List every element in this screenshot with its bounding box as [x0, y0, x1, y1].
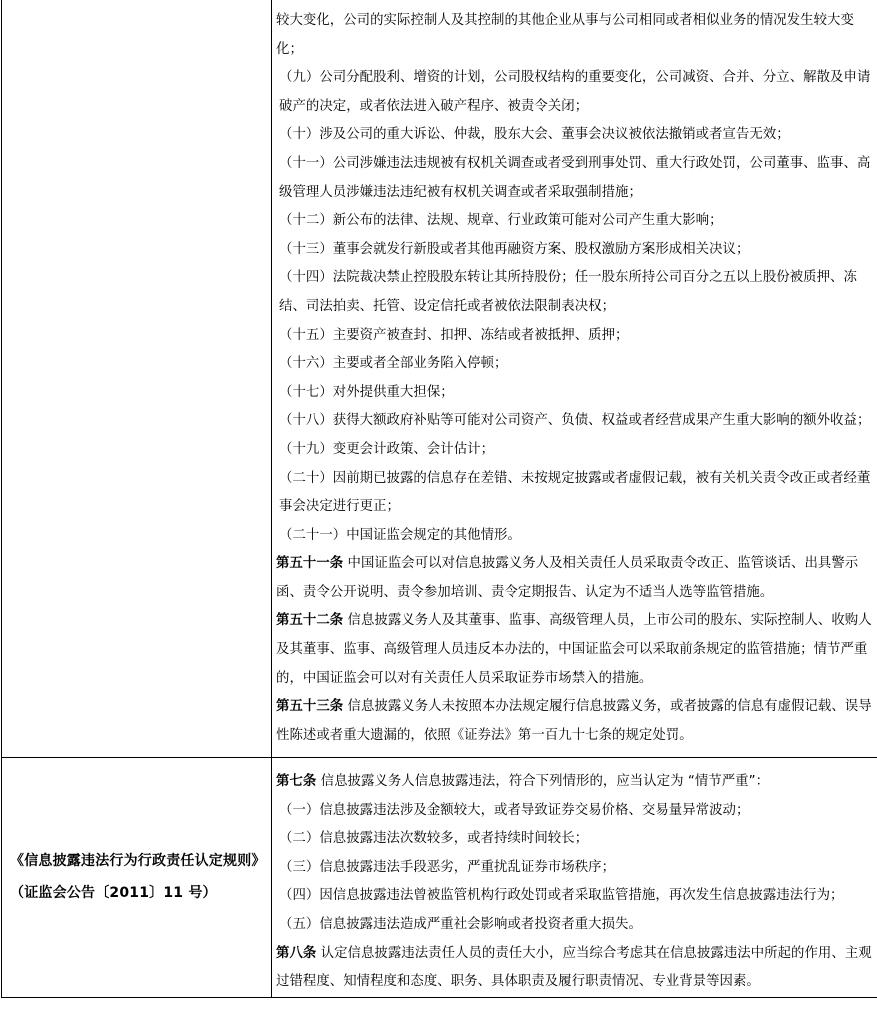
table-row: [2, 758, 877, 998]
provisions-cell: [272, 758, 877, 998]
clause-paragraph: [276, 379, 877, 408]
article-number: 第五十三条: [276, 699, 344, 715]
paragraph-text: （九）公司分配股利、增资的计划，公司股权结构的重要变化，公司减资、合并、分立、解散及申请破产的决定，或者依法进入破产程序、被责令关闭；: [279, 70, 871, 114]
paragraph-text: （四）因信息披露违法曾被监管机构行政处罚或者采取监管措施，再次发生信息披露违法行为；: [279, 888, 844, 904]
paragraph-text: （十九）变更会计政策、会计估计；: [279, 441, 495, 457]
paragraph-text: （二十）因前期已披露的信息存在差错、未按规定披露或者虚假记载，被有关机关责令改正或者经董事会决定进行更正；: [279, 470, 871, 515]
article-number: 第五十二条: [276, 613, 344, 629]
clause-paragraph: [276, 121, 877, 150]
clause-paragraph: [276, 436, 877, 465]
clause-paragraph: [276, 264, 877, 321]
paragraph-text: 信息披露义务人信息披露违法，符合下列情形的，应当认定为 “情节严重”：: [316, 774, 770, 789]
clause-paragraph: [276, 797, 877, 826]
paragraph-text: （十六）主要或者全部业务陷入停顿；: [279, 356, 508, 372]
law-name-cell: [2, 758, 272, 998]
clause-paragraph: [276, 350, 877, 379]
paragraph-text: （三）信息披露违法手段恶劣，严重扰乱证券市场秩序；: [279, 859, 616, 875]
clause-paragraph: [276, 322, 877, 351]
paragraph-text: 中国证监会可以对信息披露义务人及相关责任人员采取责令改正、监管谈话、出具警示函、责令公开说明、责令参加培训、责令定期报告、认定为不适当人选等监管措施。: [276, 556, 859, 600]
article-number: 第七条: [276, 774, 317, 789]
article-paragraph: [276, 550, 877, 607]
clause-paragraph: [276, 236, 877, 265]
clause-paragraph: [276, 882, 877, 911]
paragraph-text: （二）信息披露违法次数较多，或者持续时间较长；: [279, 831, 589, 847]
clause-paragraph: [276, 465, 877, 522]
paragraph-text: （十七）对外提供重大担保；: [279, 384, 454, 400]
paragraph-text: （二十一）中国证监会规定的其他情形。: [279, 527, 521, 543]
paragraph-text: （十二）新公布的法律、法规、规章、行业政策可能对公司产生重大影响；: [279, 213, 723, 229]
paragraph-text: （十四）法院裁决禁止控股股东转让其所持股份；任一股东所持公司百分之五以上股份被质押、冻结、司法拍卖、托管、设定信托或者被依法限制表决权；: [279, 270, 857, 314]
paragraph-text: （一）信息披露违法涉及金额较大，或者导致证券交易价格、交易量异常波动；: [279, 802, 750, 818]
regulations-table: [1, 0, 877, 998]
paragraph-text: 信息披露义务人未按照本办法规定履行信息披露义务，或者披露的信息有虚假记载、误导性陈述或者重大遗漏的，依照《证券法》第一百九十七条的规定处罚。: [276, 699, 872, 743]
article-paragraph: [276, 768, 877, 797]
paragraph-text: 认定信息披露违法责任人员的责任大小，应当综合考虑其在信息披露违法中所起的作用、主观过错程度、知情程度和态度、职务、具体职责及履行职责情况、专业背景等因素。: [276, 945, 872, 990]
paragraph-text: 较大变化，公司的实际控制人及其控制的其他企业从事与公司相同或者相似业务的情况发生较大变化；: [276, 13, 854, 57]
article-paragraph: [276, 940, 877, 997]
paragraph-text: （十三）董事会就发行新股或者其他再融资方案、股权激励方案形成相关决议；: [279, 241, 750, 257]
provisions-cell: [272, 0, 877, 758]
law-name: 《信息披露违法行为行政责任认定规则》（证监会公告〔2011〕11 号）: [10, 853, 259, 902]
clause-paragraph: [276, 854, 877, 883]
clause-paragraph: [276, 150, 877, 207]
article-paragraph: [276, 693, 877, 750]
paragraph-text: （十五）主要资产被查封、扣押、冻结或者被抵押、质押；: [279, 327, 629, 343]
clause-paragraph: [276, 522, 877, 551]
clause-paragraph: [276, 407, 877, 436]
clause-paragraph: [276, 911, 877, 940]
paragraph-text: （十一）公司涉嫌违法违规被有权机关调查或者受到刑事处罚、重大行政处罚，公司董事、监事、高级管理人员涉嫌违法违纪被有权机关调查或者采取强制措施；: [279, 155, 871, 200]
article-paragraph: [276, 607, 877, 693]
clause-paragraph: [276, 64, 877, 121]
paragraph-text: 信息披露义务人及其董事、监事、高级管理人员，上市公司的股东、实际控制人、收购人及其董事、监事、高级管理人员违反本办法的，中国证监会可以采取前条规定的监管措施；情节严重的，中国证监会可以对有关责任人员采取证券市场禁入的措施。: [276, 613, 872, 686]
law-name-cell: [2, 0, 272, 758]
article-number: 第五十一条: [276, 556, 344, 572]
paragraph-text: （十）涉及公司的重大诉讼、仲裁，股东大会、董事会决议被依法撤销或者宣告无效；: [279, 127, 790, 143]
clause-paragraph: [276, 7, 877, 64]
table-row: [2, 0, 877, 758]
clause-paragraph: [276, 825, 877, 854]
paragraph-text: （十八）获得大额政府补贴等可能对公司资产、负债、权益或者经营成果产生重大影响的额外收益；: [279, 413, 871, 429]
clause-paragraph: [276, 207, 877, 236]
article-number: 第八条: [276, 945, 317, 961]
paragraph-text: （五）信息披露违法造成严重社会影响或者投资者重大损失。: [279, 916, 642, 932]
